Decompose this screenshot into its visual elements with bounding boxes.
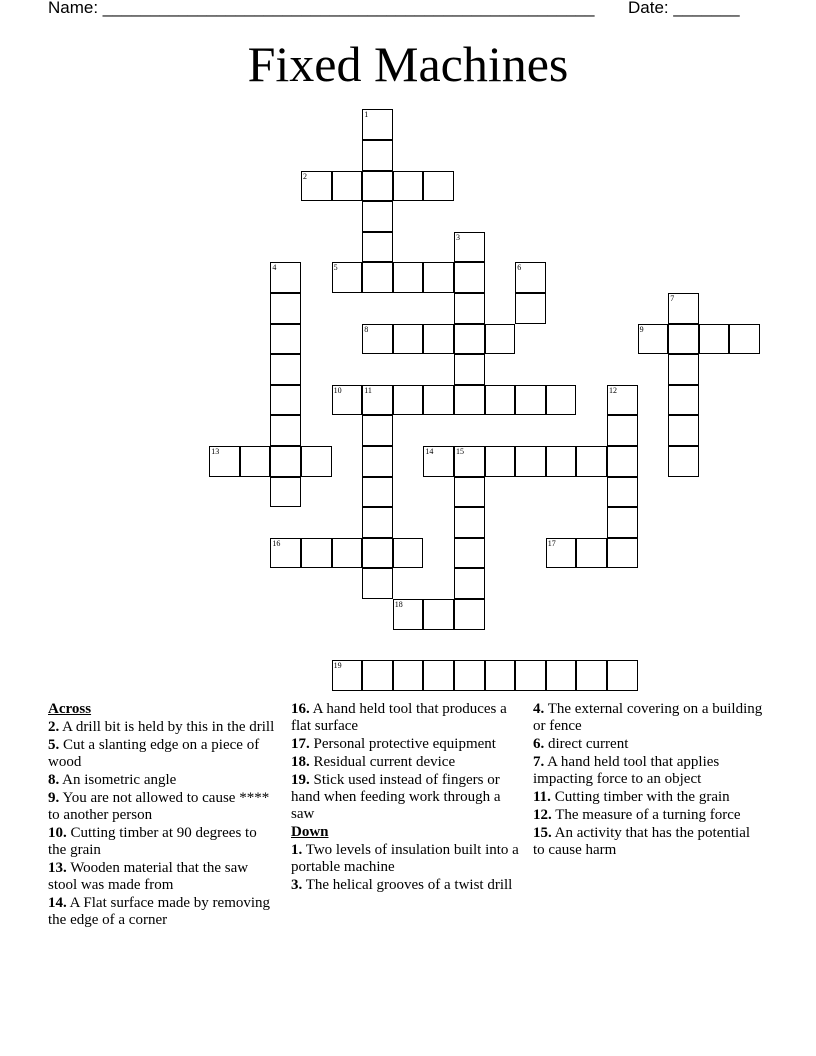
grid-cell[interactable] xyxy=(423,171,454,202)
clue-item xyxy=(291,736,521,753)
clue-text: Residual current device xyxy=(309,753,456,770)
clue-text: A Flat surface made by removing the edge of a corner xyxy=(48,895,271,928)
down-clue-list-continued xyxy=(533,701,763,859)
grid-cell[interactable] xyxy=(515,446,546,477)
grid-cell[interactable] xyxy=(332,538,363,569)
grid-cell[interactable] xyxy=(454,507,485,538)
across-clue-list-continued xyxy=(291,701,521,822)
clue-item xyxy=(291,877,521,894)
grid-cell[interactable] xyxy=(546,385,577,416)
grid-cell[interactable] xyxy=(485,660,516,691)
grid-cell[interactable] xyxy=(393,324,424,355)
grid-cell[interactable] xyxy=(270,324,301,355)
clue-item xyxy=(533,825,763,859)
clue-item xyxy=(291,772,521,822)
grid-cell[interactable] xyxy=(270,446,301,477)
grid-cell[interactable] xyxy=(454,324,485,355)
grid-cell[interactable] xyxy=(423,446,454,477)
grid-cell[interactable] xyxy=(209,446,240,477)
grid-cell[interactable] xyxy=(668,385,699,416)
grid-cell[interactable] xyxy=(607,385,638,416)
clue-number-label: 8. xyxy=(48,772,60,789)
clue-text: Cutting timber at 90 degrees to the grain xyxy=(48,825,257,859)
clue-column-3 xyxy=(533,701,763,860)
clue-number: 7 xyxy=(670,294,675,303)
down-heading: Down xyxy=(291,823,329,840)
clue-number-label: 18. xyxy=(291,753,310,770)
clue-number-label: 15. xyxy=(533,825,552,842)
grid-cell[interactable] xyxy=(362,232,393,263)
clue-number: 5 xyxy=(333,263,338,273)
grid-cell[interactable] xyxy=(668,293,699,324)
grid-cell[interactable] xyxy=(393,171,424,202)
clue-number-label: 4. xyxy=(533,701,545,717)
grid-cell[interactable] xyxy=(668,354,699,385)
clue-text: An activity that has the potential to cause harm xyxy=(533,825,751,858)
clue-number-label: 16. xyxy=(291,701,310,717)
grid-cell[interactable] xyxy=(454,385,485,416)
clue-number-label: 9. xyxy=(48,790,60,807)
grid-cell[interactable] xyxy=(454,354,485,385)
clue-number: 14 xyxy=(425,447,434,456)
grid-cell[interactable] xyxy=(454,446,485,477)
clue-text: The external covering on a building or fence xyxy=(533,701,763,734)
clue-text: You are not allowed to cause **** to another person xyxy=(48,790,270,824)
grid-cell[interactable] xyxy=(423,660,454,691)
grid-cell[interactable] xyxy=(607,446,638,477)
grid-cell[interactable] xyxy=(240,446,271,477)
grid-cell[interactable] xyxy=(362,507,393,538)
clue-number-label: 14. xyxy=(48,895,67,912)
grid-cell[interactable] xyxy=(546,446,577,477)
grid-cell[interactable] xyxy=(454,262,485,293)
name-field-label[interactable]: Name: ____________________________________________________ xyxy=(48,0,595,17)
grid-cell[interactable] xyxy=(607,507,638,538)
clue-number: 8 xyxy=(364,324,369,334)
grid-cell[interactable] xyxy=(576,660,607,691)
grid-cell[interactable] xyxy=(515,660,546,691)
grid-cell[interactable] xyxy=(515,293,546,324)
clue-number-label: 5. xyxy=(48,737,60,754)
grid-cell[interactable] xyxy=(362,140,393,171)
grid-cell[interactable] xyxy=(393,385,424,416)
grid-cell[interactable] xyxy=(362,201,393,232)
clue-number: 3 xyxy=(456,232,460,242)
grid-cell[interactable] xyxy=(485,385,516,416)
grid-cell[interactable] xyxy=(270,538,301,569)
clue-number-label: 12. xyxy=(533,806,552,823)
clue-number: 1 xyxy=(364,110,369,120)
grid-cell[interactable] xyxy=(607,660,638,691)
grid-cell[interactable] xyxy=(454,293,485,324)
clue-number: 2 xyxy=(303,171,307,181)
clue-text: The helical grooves of a twist drill xyxy=(302,876,513,893)
grid-cell[interactable] xyxy=(485,446,516,477)
grid-cell[interactable] xyxy=(454,538,485,569)
grid-cell[interactable] xyxy=(454,477,485,508)
grid-cell[interactable] xyxy=(301,171,332,202)
clue-item xyxy=(48,790,278,824)
clue-item xyxy=(48,860,278,894)
grid-cell[interactable] xyxy=(515,385,546,416)
clue-number: 9 xyxy=(639,324,644,334)
grid-cell[interactable] xyxy=(362,171,393,202)
grid-cell[interactable] xyxy=(607,477,638,508)
clue-number-label: 3. xyxy=(291,876,303,893)
grid-cell[interactable] xyxy=(270,477,301,508)
clue-number-label: 11. xyxy=(533,788,551,805)
clue-item xyxy=(533,789,763,806)
grid-cell[interactable] xyxy=(362,446,393,477)
clue-number-label: 19. xyxy=(291,772,310,789)
grid-cell[interactable] xyxy=(393,538,424,569)
grid-cell[interactable] xyxy=(454,599,485,630)
grid-cell[interactable] xyxy=(454,232,485,263)
clue-text: A hand held tool that applies impacting force to an object xyxy=(533,753,720,787)
grid-cell[interactable] xyxy=(362,324,393,355)
grid-cell[interactable] xyxy=(332,385,363,416)
clue-number: 18 xyxy=(394,600,403,609)
clue-item xyxy=(48,737,278,771)
clue-number: 16 xyxy=(272,538,281,548)
clue-number: 17 xyxy=(547,538,556,548)
clue-item xyxy=(48,825,278,859)
clue-number: 12 xyxy=(609,385,617,395)
grid-cell[interactable] xyxy=(362,660,393,691)
clue-text: The measure of a turning force xyxy=(551,806,741,823)
grid-cell[interactable] xyxy=(423,262,454,293)
clue-number-label: 2. xyxy=(48,719,60,736)
grid-cell[interactable] xyxy=(270,385,301,416)
grid-cell[interactable] xyxy=(301,446,332,477)
grid-cell[interactable] xyxy=(546,538,577,569)
grid-cell[interactable] xyxy=(332,660,363,691)
grid-cell[interactable] xyxy=(485,324,516,355)
grid-cell[interactable] xyxy=(515,262,546,293)
clue-text: A hand held tool that produces a flat surface xyxy=(291,701,507,734)
grid-cell[interactable] xyxy=(607,415,638,446)
grid-cell[interactable] xyxy=(362,109,393,140)
clue-column-2 xyxy=(291,701,521,895)
clue-item xyxy=(291,701,521,735)
grid-cell[interactable] xyxy=(362,262,393,293)
grid-cell[interactable] xyxy=(638,324,669,355)
clue-text: An isometric angle xyxy=(59,772,177,789)
grid-cell[interactable] xyxy=(668,324,699,355)
grid-cell[interactable] xyxy=(362,538,393,569)
clue-text: Two levels of insulation built into a portable machine xyxy=(291,842,519,875)
clue-item xyxy=(533,754,763,788)
clue-number: 6 xyxy=(517,263,522,273)
grid-cell[interactable] xyxy=(393,262,424,293)
clue-text: direct current xyxy=(544,735,629,752)
clue-item xyxy=(291,842,521,876)
clue-number-label: 10. xyxy=(48,825,67,842)
grid-cell[interactable] xyxy=(607,538,638,569)
clue-item xyxy=(291,754,521,771)
date-field-label[interactable]: Date: _______ xyxy=(628,0,740,17)
grid-cell[interactable] xyxy=(362,385,393,416)
clue-number: 15 xyxy=(456,447,464,456)
clue-item xyxy=(533,701,763,735)
grid-cell[interactable] xyxy=(454,568,485,599)
clue-item xyxy=(533,736,763,753)
grid-cell[interactable] xyxy=(576,446,607,477)
grid-cell[interactable] xyxy=(332,262,363,293)
clue-number: 19 xyxy=(333,661,342,671)
grid-cell[interactable] xyxy=(270,415,301,446)
clue-item xyxy=(533,807,763,824)
grid-cell[interactable] xyxy=(393,660,424,691)
clue-text: Wooden material that the saw stool was made from xyxy=(48,860,249,893)
clue-number-label: 6. xyxy=(533,735,545,752)
clue-number: 13 xyxy=(211,447,220,456)
grid-cell[interactable] xyxy=(301,538,332,569)
clue-number: 11 xyxy=(364,385,372,395)
grid-cell[interactable] xyxy=(699,324,730,355)
clue-item xyxy=(48,772,278,789)
grid-cell[interactable] xyxy=(270,262,301,293)
clue-text: Stick used instead of fingers or hand when feeding work through a saw xyxy=(291,772,501,822)
clue-text: Cut a slanting edge on a piece of wood xyxy=(48,737,260,771)
clue-number-label: 13. xyxy=(48,860,67,877)
clue-number: 10 xyxy=(333,385,342,395)
clue-number-label: 7. xyxy=(533,753,545,770)
clue-item xyxy=(48,895,278,929)
across-heading: Across xyxy=(48,701,92,717)
clue-text: A drill bit is held by this in the drill xyxy=(59,719,275,736)
grid-cell[interactable] xyxy=(423,599,454,630)
across-clue-list xyxy=(48,719,278,928)
clue-number-label: 17. xyxy=(291,735,310,752)
down-clue-list xyxy=(291,842,521,894)
grid-cell[interactable] xyxy=(423,324,454,355)
clue-text: Personal protective equipment xyxy=(309,735,496,752)
grid-cell[interactable] xyxy=(362,477,393,508)
grid-cell[interactable] xyxy=(668,415,699,446)
grid-cell[interactable] xyxy=(423,385,454,416)
grid-cell[interactable] xyxy=(454,660,485,691)
grid-cell[interactable] xyxy=(668,446,699,477)
grid-cell[interactable] xyxy=(393,599,424,630)
grid-cell[interactable] xyxy=(270,293,301,324)
clue-number: 4 xyxy=(272,263,277,273)
grid-cell[interactable] xyxy=(546,660,577,691)
grid-cell[interactable] xyxy=(362,568,393,599)
grid-cell[interactable] xyxy=(576,538,607,569)
clue-number-label: 1. xyxy=(291,842,303,859)
grid-cell[interactable] xyxy=(729,324,760,355)
clue-item xyxy=(48,719,278,736)
grid-cell[interactable] xyxy=(270,354,301,385)
grid-cell[interactable] xyxy=(332,171,363,202)
clue-column-1 xyxy=(48,701,278,930)
grid-cell[interactable] xyxy=(362,415,393,446)
page-title: Fixed Machines xyxy=(247,36,569,92)
clue-text: Cutting timber with the grain xyxy=(550,788,730,805)
